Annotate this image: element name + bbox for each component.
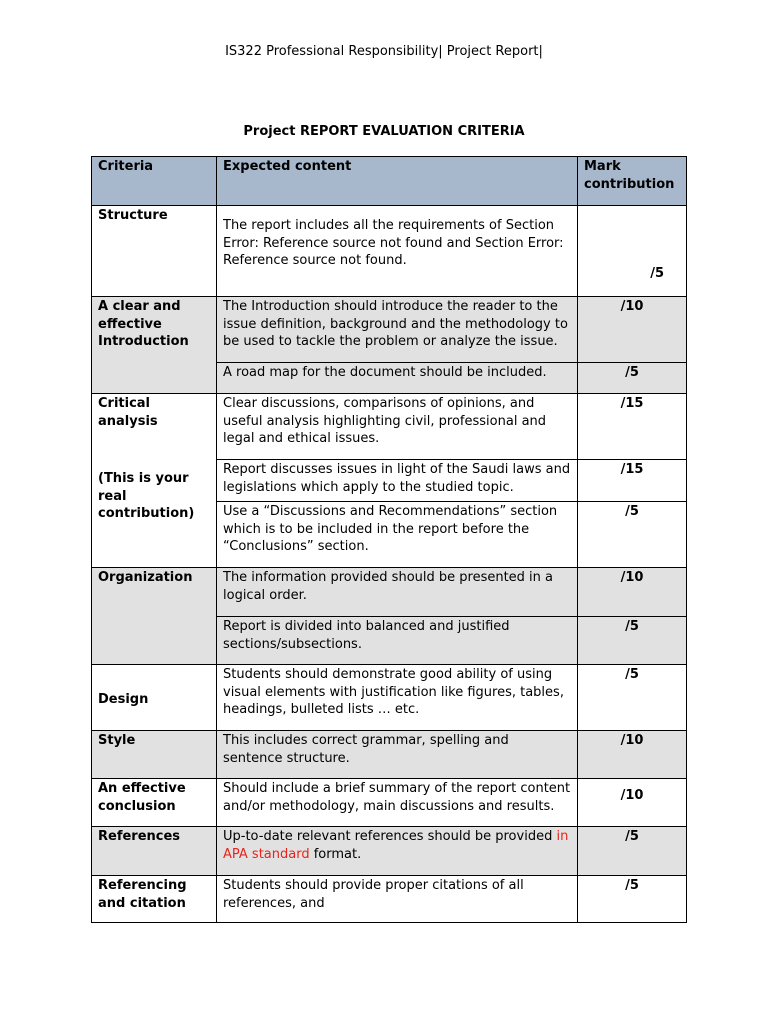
mark-organization-2: /5 (578, 617, 687, 665)
mark-introduction-1: /10 (578, 297, 687, 363)
header-expected-content: Expected content (217, 157, 578, 206)
content-conclusion: Should include a brief summary of the report content and/or methodology, main discussions and results. (217, 779, 578, 827)
content-design: Students should demonstrate good ability of using visual elements with justification like figures, tables, headings, bulleted lists … etc. (217, 665, 578, 731)
mark-introduction-2: /5 (578, 363, 687, 394)
criterion-introduction: A clear and effective Introduction (92, 297, 217, 394)
content-references-suffix: format. (309, 846, 362, 862)
criterion-design (92, 665, 217, 731)
content-structure (217, 206, 578, 297)
table-row-introduction-1 (92, 297, 687, 363)
content-structure-text: The report includes all the requirements of Section Error: Reference source not found and Section Error: Reference source not found. (223, 218, 564, 268)
content-introduction-1: The Introduction should introduce the reader to the issue definition, background and the methodology to be used to tackle the problem or analyze the issue. (217, 297, 578, 363)
criterion-citation: Referencing and citation (92, 876, 217, 923)
content-critical-3: Use a “Discussions and Recommendations” section which is to be included in the report before the “Conclusions” section. (217, 502, 578, 568)
mark-references: /5 (578, 827, 687, 876)
content-critical-2: Report discusses issues in light of the Saudi laws and legislations which apply to the studied topic. (217, 460, 578, 502)
mark-citation: /5 (578, 876, 687, 923)
mark-structure-text: /5 (650, 265, 664, 281)
header-criteria: Criteria (92, 157, 217, 206)
criterion-critical-label: Critical analysis (98, 396, 158, 429)
mark-critical-3: /5 (578, 502, 687, 568)
content-references-text: Up-to-date relevant references should be provided (223, 829, 557, 844)
content-organization-2: Report is divided into balanced and justified sections/subsections. (217, 617, 578, 665)
content-citation: Students should provide proper citations of all references, and (217, 876, 578, 923)
table-row-structure (92, 206, 687, 297)
table-header-row (92, 157, 687, 206)
content-organization-1: The information provided should be presented in a logical order. (217, 568, 578, 617)
mark-design: /5 (578, 665, 687, 731)
table-row-style (92, 731, 687, 779)
evaluation-criteria-table (91, 156, 687, 923)
criterion-references: References (92, 827, 217, 876)
table-row-references (92, 827, 687, 876)
criterion-critical-analysis (92, 394, 217, 568)
mark-conclusion (578, 779, 687, 827)
content-critical-1: Clear discussions, comparisons of opinions, and useful analysis highlighting civil, professional and legal and ethical issues. (217, 394, 578, 460)
mark-critical-1: /15 (578, 394, 687, 460)
content-style: This includes correct grammar, spelling and sentence structure. (217, 731, 578, 779)
table-row-conclusion (92, 779, 687, 827)
criterion-design-label: Design (98, 692, 149, 707)
mark-conclusion-text: /10 (620, 788, 644, 803)
criterion-structure: Structure (92, 206, 217, 297)
table-row-organization-1 (92, 568, 687, 617)
criterion-style: Style (92, 731, 217, 779)
table-row-design (92, 665, 687, 731)
mark-style: /10 (578, 731, 687, 779)
mark-structure (578, 206, 687, 297)
criterion-organization: Organization (92, 568, 217, 665)
content-references (217, 827, 578, 876)
page-header: IS322 Professional Responsibility| Project Report| (225, 44, 543, 59)
header-mark-contribution: Mark contribution (578, 157, 687, 206)
criterion-conclusion: An effective conclusion (92, 779, 217, 827)
document-title: Project REPORT EVALUATION CRITERIA (243, 124, 525, 139)
criterion-critical-note: (This is your real contribution) (98, 471, 195, 521)
mark-organization-1: /10 (578, 568, 687, 617)
content-introduction-2: A road map for the document should be included. (217, 363, 578, 394)
table-row-critical-1 (92, 394, 687, 460)
mark-critical-2: /15 (578, 460, 687, 502)
content-references-highlight: in APA standard (223, 829, 569, 862)
table-row-citation (92, 876, 687, 923)
